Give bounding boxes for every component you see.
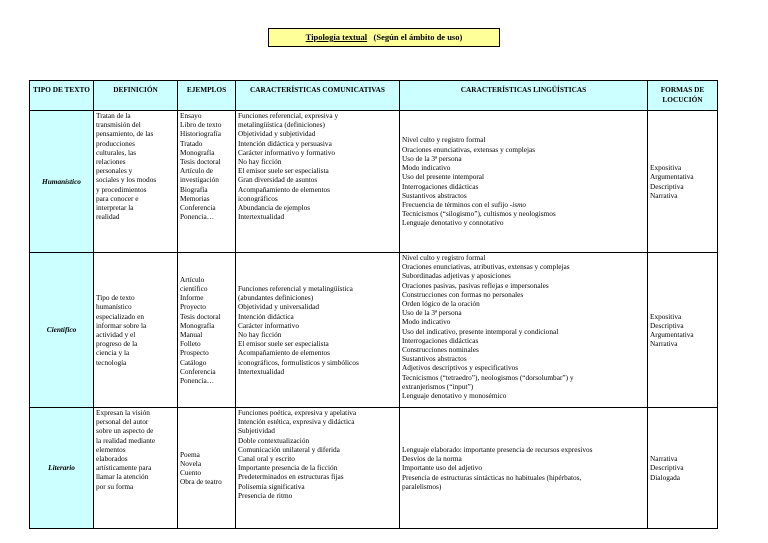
ejemplos-line: Poema [180,449,200,459]
formas-line: Narrativa [650,339,678,349]
linguisticas-line: Uso del presente intemporal [402,172,485,182]
title-main: Tipología textual [305,32,368,42]
comunicativas-line: metalingüística (definiciones) [238,120,325,130]
comunicativas-line: Comunicación unilateral y diferida [238,444,340,454]
ejemplos-line: Historiografía [180,129,221,139]
comunicativas-line: Funciones referencial y metalingüística [238,283,353,293]
definicion-line: personal del autor [96,417,149,427]
ejemplos-line: Folleto [180,339,201,349]
cell-definicion [94,111,178,253]
header-row [30,81,718,111]
comunicativas-line: Intención didáctica y persuasiva [238,138,332,148]
comunicativas-line: Predeterminados en estructuras fijas [238,472,344,482]
formas-line: Dialogada [650,472,680,482]
cell-linguisticas [400,253,648,408]
linguisticas-line: Sustantivos abstractos [402,190,467,200]
linguisticas-line: Uso de la 3ª persona [402,308,462,318]
header-definicion: DEFINICIÓN [94,81,178,111]
formas-line: Descriptiva [650,463,684,473]
cell-comunicativas [236,408,400,529]
typology-table [29,80,718,529]
ejemplos-line: Manual [180,330,203,339]
cell-comunicativas [236,253,400,408]
definicion-line: Expresan la visión [96,408,150,417]
comunicativas-line: Carácter informativo [238,320,299,330]
cell-ejemplos [178,111,236,253]
ejemplos-line: investigación [180,175,219,185]
linguisticas-line: extranjerismos (“input”) [402,381,474,391]
ejemplos-line: Obra de teatro [180,477,222,487]
comunicativas-line: iconográficos [238,193,278,203]
ejemplos-line: Ponencia… [180,376,215,386]
document-title [268,28,500,47]
comunicativas-line: El emisor suele ser especialista [238,166,329,176]
linguisticas-line: Construcciones nominales [402,345,479,355]
cell-linguisticas [400,408,648,529]
comunicativas-line: Intertextualidad [238,366,285,376]
comunicativas-line: No hay ficción [238,157,282,167]
cell-tipo: Humanístico [30,111,94,253]
comunicativas-line: El emisor suele ser especialista [238,339,329,349]
linguisticas-line: Importante uso del adjetivo [402,463,483,473]
ejemplos-line: Artículo [180,274,205,284]
ejemplos-line: científico [180,283,208,293]
cell-formas [648,408,718,529]
comunicativas-line: Funciones referencial, expresiva y [238,111,339,120]
linguisticas-line: Interrogaciones didácticas [402,181,479,191]
definicion-line: para conocer e [96,193,139,203]
ejemplos-line: Informe [180,293,204,303]
formas-line: Argumentativa [650,172,694,182]
comunicativas-line: Canal oral y escrito [238,454,295,464]
linguisticas-line: Lenguaje denotativo y monosémico [402,391,507,401]
comunicativas-line: Funciones poética, expresiva y apelativa [238,408,357,417]
linguisticas-line: Construcciones con formas no personales [402,289,524,299]
linguisticas-line: Sustantivos abstractos [402,354,467,364]
table-row [30,253,718,408]
ejemplos-line: Ensayo [180,111,202,120]
comunicativas-line: Importante presencia de la ficción [238,463,338,473]
formas-line: Expositiva [650,311,682,321]
definicion-line: interpretar la [96,203,134,213]
header-formas: FORMAS DE LOCUCIÓN [648,81,718,111]
ejemplos-line: Tesis doctoral [180,311,221,321]
cell-linguisticas [400,111,648,253]
definicion-line: elementos [96,444,126,454]
definicion-line: relaciones [96,157,126,167]
comunicativas-line: Intención didáctica [238,311,294,321]
definicion-line: transmisión del [96,120,141,130]
definicion-line: realidad [96,212,120,222]
cell-tipo: Científico [30,253,94,408]
definicion-line: culturales, las [96,147,137,157]
comunicativas-line: Acompañamiento de elementos [238,184,330,194]
formas-line: Expositiva [650,163,682,173]
cell-ejemplos [178,408,236,529]
comunicativas-line: Objetividad y universalidad [238,302,320,312]
linguisticas-line: Interrogaciones didácticas [402,335,479,345]
linguisticas-line: Modo indicativo [402,163,451,173]
comunicativas-line: Presencia de ritmo [238,490,293,500]
linguisticas-line: Uso del indicativo, presente intemporal y condicional [402,326,559,336]
comunicativas-line: Subjetividad [238,426,275,436]
linguisticas-line: Modo indicativo [402,317,451,327]
definicion-line: tecnología [96,357,127,367]
linguisticas-line: Oraciones enunciativas, atributivas, extensas y complejas [402,262,570,272]
linguisticas-line: Lenguaje elaborado: importante presencia de recursos expresivos [402,444,593,454]
linguisticas-line: Oraciones pasivas, pasivas reflejas e impersonales [402,280,549,290]
header-ejemplos: EJEMPLOS [178,81,236,111]
ejemplos-line: Monografía [180,320,215,330]
linguisticas-line: Uso de la 3ª persona [402,153,462,163]
ejemplos-line: Cuento [180,468,202,477]
formas-line: Narrativa [650,190,678,200]
ejemplos-line: Tesis doctoral [180,157,221,167]
comunicativas-line: Intención estética, expresiva y didáctica [238,417,355,427]
header-comunicativas: CARACTERÍSTICAS COMUNICATIVAS [236,81,400,111]
definicion-line: actividad y el [96,330,136,339]
definicion-line: humanístico [96,302,132,312]
definicion-line: producciones [96,138,135,148]
cell-formas [648,111,718,253]
definicion-line: artísticamente para [96,463,152,473]
linguisticas-line: Tecnicismos (“silogismo”), cultismos y neologismos [402,209,556,219]
definicion-line: personales y [96,166,133,176]
linguisticas-line: Nivel culto y registro formal [402,135,486,145]
definicion-line: informar sobre la [96,320,147,330]
ejemplos-line: Tratado [180,138,203,148]
ejemplos-line: Conferencia [180,366,216,376]
linguisticas-line: Desvíos de la norma [402,454,462,464]
linguisticas-line: Subordinadas adjetivas y aposiciones [402,271,511,281]
definicion-line: Tipo de texto [96,293,135,303]
definicion-line: ciencia y la [96,348,130,358]
linguisticas-line: Frecuencia de términos con el sufijo -ismo [402,199,527,209]
linguisticas-line: paralelismos) [402,481,442,491]
comunicativas-line: Doble contextualización [238,435,310,445]
definicion-line: por su forma [96,481,134,491]
ejemplos-line: Monografía [180,147,215,157]
linguisticas-line: Oraciones enunciativas, extensas y complejas [402,144,536,154]
ejemplos-line: Conferencia [180,203,216,213]
linguisticas-line: Adjetivos descriptivos y especificativos [402,363,519,373]
comunicativas-line: Carácter informativo y formativo [238,147,336,157]
linguisticas-line: Tecnicismos (“tetraedro”), neologismos (“dorsolumbar”) y [402,372,574,382]
comunicativas-line: Polisemia significativa [238,481,305,491]
linguisticas-line: Nivel culto y registro formal [402,253,486,262]
comunicativas-line: Intertextualidad [238,212,285,222]
ejemplos-line: Libro de texto [180,120,222,130]
ejemplos-line: Biografía [180,184,208,194]
ejemplos-line: Catálogo [180,357,207,367]
definicion-line: Tratan de la [96,111,131,120]
definicion-line: la realidad mediante [96,435,156,445]
comunicativas-line: (abundantes definiciones) [238,293,314,303]
header-tipo: TIPO DE TEXTO [30,81,94,111]
definicion-line: llamar la atención [96,472,149,482]
linguisticas-line: Lenguaje denotativo y connotativo [402,218,504,228]
definicion-line: elaborados [96,454,128,464]
cell-formas [648,253,718,408]
definicion-line: progreso de la [96,339,138,349]
table-row [30,408,718,529]
cell-tipo: Literario [30,408,94,529]
comunicativas-line: iconográficos, formulísticos y simbólicos [238,357,359,367]
cell-definicion [94,408,178,529]
comunicativas-line: No hay ficción [238,330,282,339]
cell-definicion [94,253,178,408]
ejemplos-line: Artículo de [180,166,214,176]
definicion-line: sobre un aspecto de [96,426,154,436]
comunicativas-line: Abundancia de ejemplos [238,203,311,213]
formas-line: Narrativa [650,454,678,464]
comunicativas-line: Acompañamiento de elementos [238,348,330,358]
linguisticas-line: Presencia de estructuras sintácticas no habituales (hipérbatos, [402,472,582,482]
ejemplos-line: Ponencia… [180,212,215,222]
formas-line: Argumentativa [650,330,694,339]
cell-ejemplos [178,253,236,408]
title-sub: (Según el ámbito de uso) [373,32,463,42]
formas-line: Descriptiva [650,320,684,330]
comunicativas-line: Objetividad y subjetividad [238,129,316,139]
definicion-line: y procedimientos [96,184,147,194]
definicion-line: especializado en [96,311,145,321]
definicion-line: pensamiento, de las [96,129,154,139]
comunicativas-line: Gran diversidad de asuntos [238,175,318,185]
ejemplos-line: Memorias [180,193,210,203]
ejemplos-line: Proyecto [180,302,206,312]
cell-comunicativas [236,111,400,253]
header-linguisticas: CARACTERÍSTICAS LINGÜÍSTICAS [400,81,648,111]
definicion-line: sociales y los modos [96,175,157,185]
formas-line: Descriptiva [650,181,684,191]
linguisticas-line: Orden lógico de la oración [402,299,480,309]
ejemplos-line: Prospecto [180,348,209,358]
table-row [30,111,718,253]
ejemplos-line: Novela [180,458,202,468]
